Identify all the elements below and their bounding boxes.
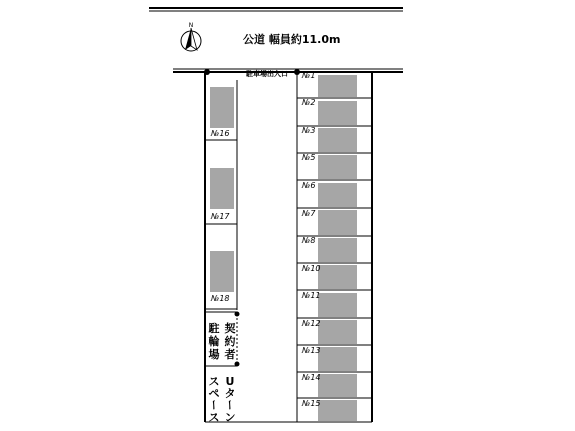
car-space: [318, 101, 357, 125]
north-label: N: [188, 22, 194, 29]
space-label: №10: [302, 264, 321, 273]
label-char: 約: [224, 335, 236, 348]
label-char: 場: [208, 348, 220, 361]
space-label: №5: [302, 153, 316, 162]
space-label: №15: [302, 399, 321, 408]
label-char: 契: [224, 322, 236, 335]
label-char: ン: [224, 411, 236, 424]
label-char: ペ: [208, 387, 220, 400]
entrance-label: 駐車場出入口: [246, 70, 288, 78]
car-space: [318, 265, 357, 289]
car-space: [318, 400, 357, 421]
car-space: [318, 293, 357, 317]
car-space: [318, 183, 357, 207]
entrance-post-left: [204, 69, 210, 75]
label-char: U: [225, 375, 235, 388]
space-label: №17: [211, 212, 230, 221]
space-label: №13: [302, 346, 321, 355]
car-space: [210, 251, 234, 292]
car-space: [318, 155, 357, 179]
space-label: №1: [302, 71, 316, 80]
space-label: №14: [302, 373, 321, 382]
car-space: [318, 210, 357, 235]
car-space: [318, 347, 357, 371]
car-space: [210, 87, 234, 128]
left-space-row: [205, 87, 237, 309]
label-char: 輪: [208, 335, 220, 348]
car-space: [318, 128, 357, 152]
label-char: タ: [224, 387, 236, 400]
label-char: ー: [223, 399, 236, 411]
north-arrow-icon: [181, 22, 201, 51]
space-label: №2: [302, 98, 316, 107]
right-space-row: [297, 71, 372, 421]
car-space: [318, 238, 357, 262]
car-space: [318, 75, 357, 97]
space-label: №16: [211, 129, 230, 138]
label-char: 者: [224, 348, 236, 361]
label-char: ス: [208, 375, 220, 388]
space-label: №8: [302, 236, 316, 245]
space-label: №12: [302, 319, 321, 328]
uturn-label-columns: [207, 375, 236, 424]
bicycle-label-columns: [208, 321, 236, 361]
car-space: [318, 320, 357, 344]
entrance-post-right: [294, 69, 300, 75]
space-label: №7: [302, 209, 316, 218]
label-char: 駐: [208, 322, 220, 335]
label-char: ス: [208, 411, 220, 424]
space-label: №6: [302, 181, 316, 190]
road-label: 公道 幅員約11.0m: [243, 33, 341, 46]
car-space: [210, 168, 234, 209]
space-label: №18: [211, 294, 230, 303]
label-char: ー: [207, 399, 220, 411]
space-label: №11: [302, 291, 321, 300]
space-label: №3: [302, 126, 316, 135]
car-space: [318, 374, 357, 397]
